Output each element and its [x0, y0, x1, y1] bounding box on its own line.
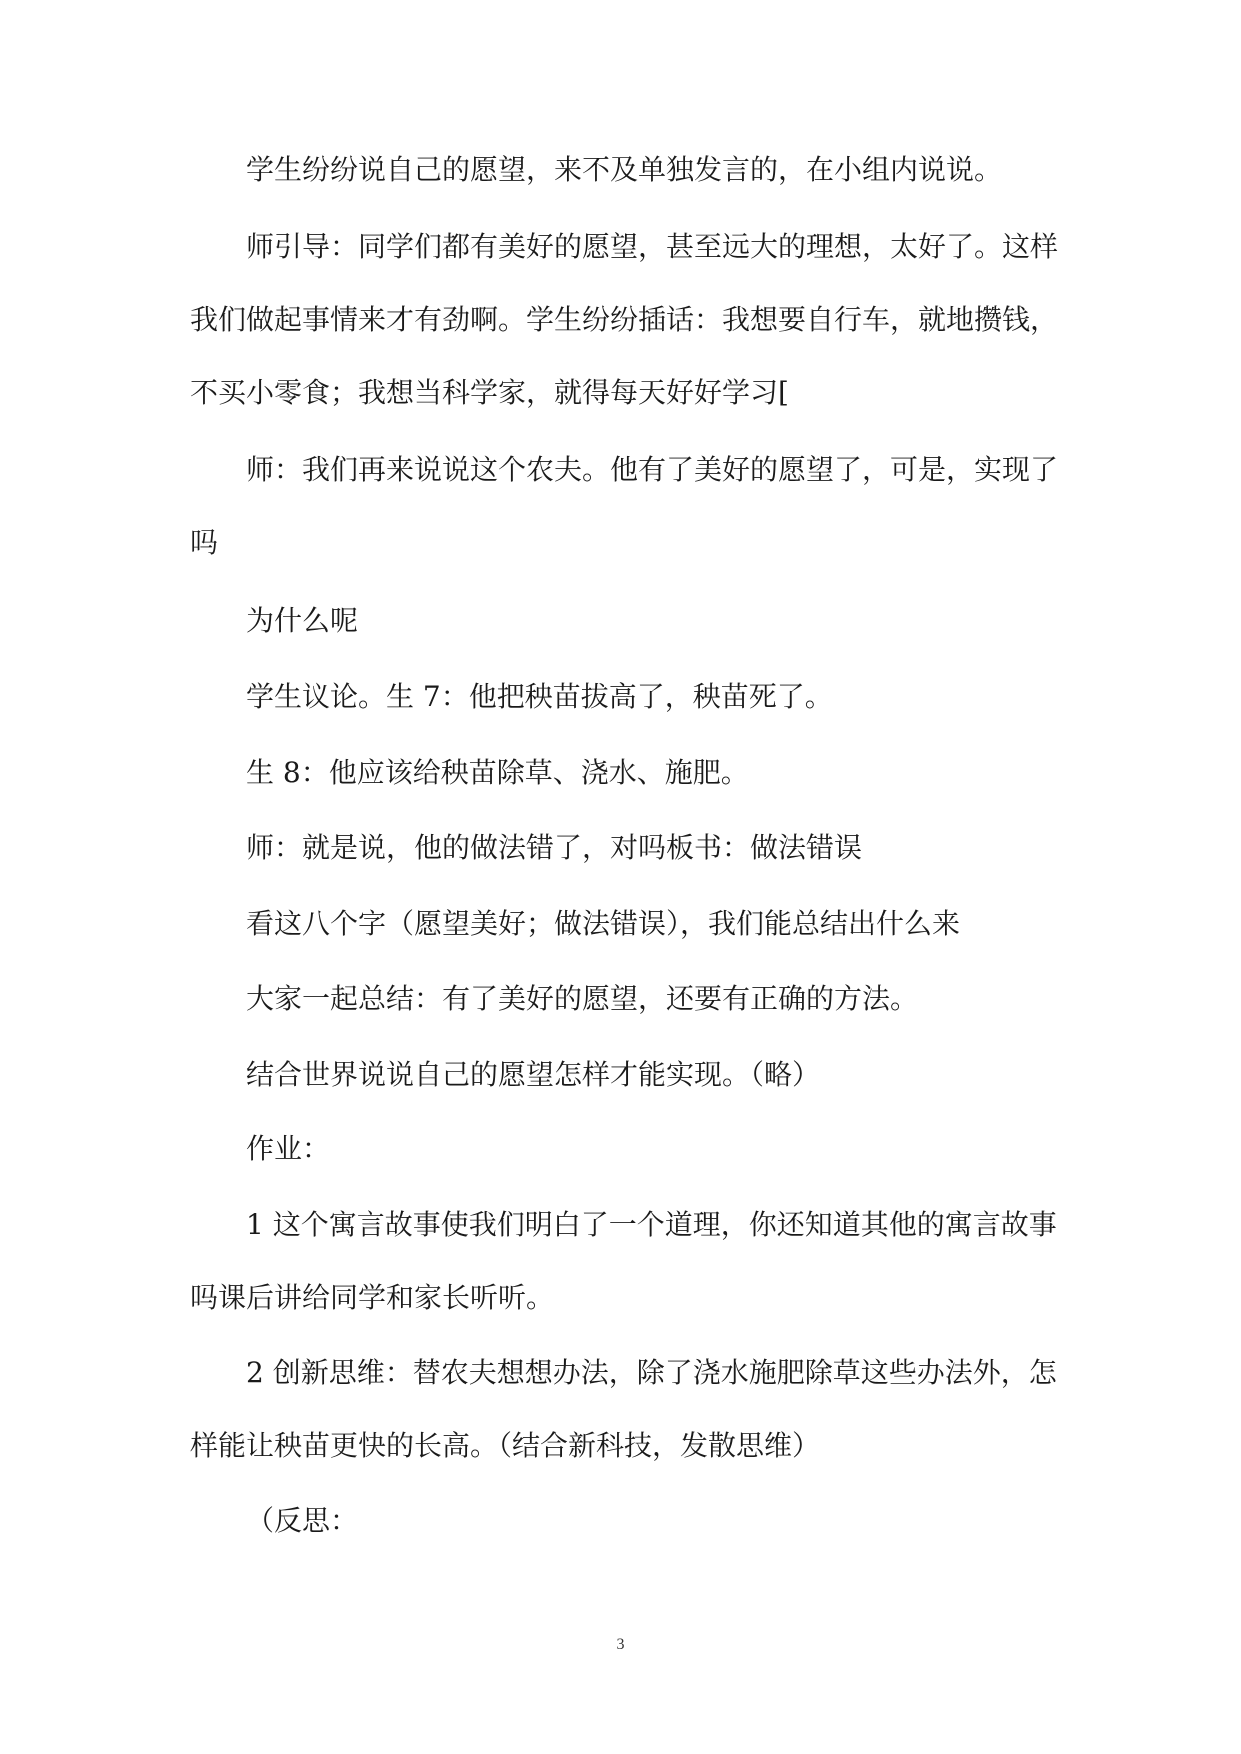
paragraph-1: 学生纷纷说自己的愿望，来不及单独发言的，在小组内说说。 — [246, 153, 1003, 186]
paragraph-5: 学生议论。生 7：他把秧苗拔高了，秧苗死了。 — [246, 680, 833, 713]
paragraph-8: 看这八个字（愿望美好；做法错误），我们能总结出什么来 — [246, 907, 961, 940]
paragraph-6: 生 8：他应该给秧苗除草、浇水、施肥。 — [246, 756, 749, 789]
paragraph-13: 2 创新思维：替农夫想想办法，除了浇水施肥除草这些办法外，怎样能让秧苗更快的长高。（结合新科技，发散思维） — [190, 1356, 1057, 1462]
paragraph-12: 1 这个寓言故事使我们明白了一个道理，你还知道其他的寓言故事吗课后讲给同学和家长听听。 — [190, 1208, 1057, 1314]
paragraph-7: 师：就是说，他的做法错了，对吗板书：做法错误 — [246, 831, 863, 864]
paragraph-4: 为什么呢 — [246, 604, 359, 637]
page-number: 3 — [616, 1636, 625, 1653]
paragraph-9: 大家一起总结：有了美好的愿望，还要有正确的方法。 — [246, 982, 919, 1015]
paragraph-3: 师：我们再来说说这个农夫。他有了美好的愿望了，可是，实现了吗 — [190, 453, 1059, 559]
paragraph-2: 师引导：同学们都有美好的愿望，甚至远大的理想，太好了。这样我们做起事情来才有劲啊。学生纷纷插话：我想要自行车，就地攒钱，不买小零食；我想当科学家，就得每天好好学习[ — [190, 230, 1059, 409]
paragraph-10: 结合世界说说自己的愿望怎样才能实现。（略） — [246, 1058, 821, 1091]
paragraph-14: （反思： — [246, 1504, 359, 1537]
paragraph-11: 作业： — [246, 1132, 331, 1165]
